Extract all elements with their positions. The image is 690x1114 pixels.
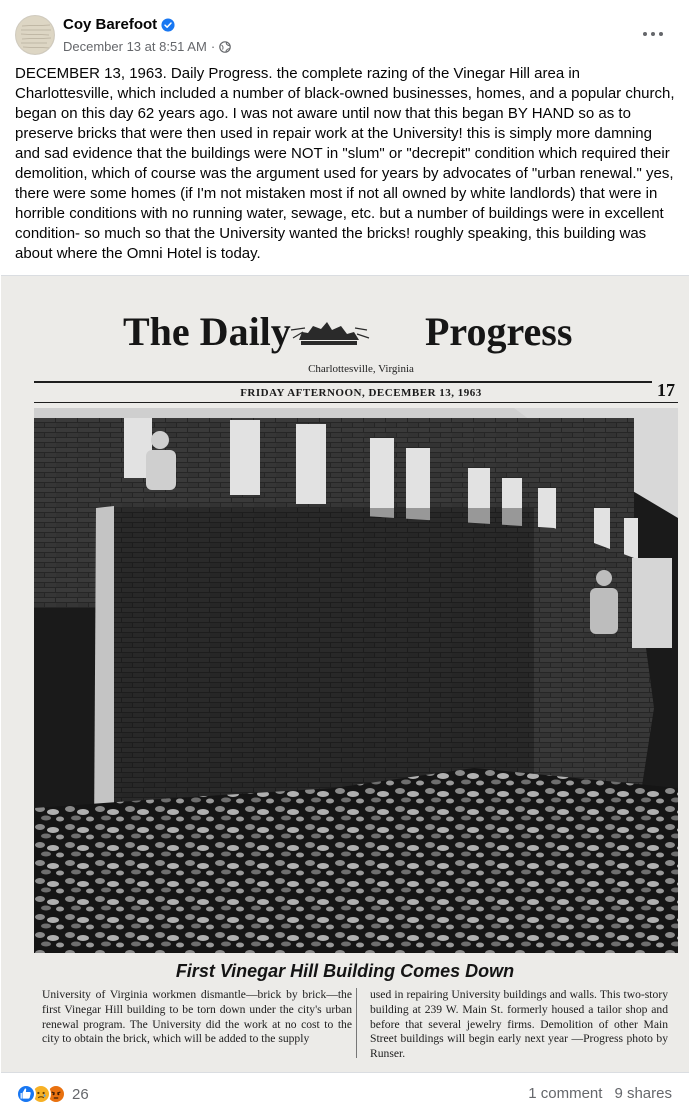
newspaper-rule-bottom [34,402,678,403]
engagement-stats [528,1085,672,1102]
masthead-emblem [291,322,369,345]
caption-divider [356,988,357,1058]
author-avatar[interactable] [15,15,55,55]
masthead-right: Progress [425,309,573,354]
meta-separator: · [210,39,216,54]
post-timestamp[interactable]: December 13 at 8:51 AM [63,39,207,54]
post-meta [63,39,231,54]
reactions-summary[interactable] [16,1084,89,1104]
shares-count[interactable]: 9 shares [614,1085,672,1102]
demolition-photo [34,408,678,953]
reaction-count: 26 [72,1085,89,1103]
newspaper-headline: First Vinegar Hill Building Comes Down [175,961,515,981]
like-icon [16,1084,36,1104]
newspaper-caption-right: used in repairing University buildings and walls. This two-story building at 239 W. Main St. formerly housed a tailor shop and before that several jewelry firms. Demolition of other Main Street buildings will begin early next year —Progress photo by Runser. [370,988,668,1061]
newspaper-rule-top [34,381,652,383]
newspaper-masthead [1,298,689,358]
verified-badge-icon [161,18,175,32]
globe-icon [219,41,231,53]
post-text: DECEMBER 13, 1963. Daily Progress. the complete razing of the Vinegar Hill area in Charlottesville, which included a number of black-owned businesses, homes, and a popular church, began on this day 62 years ago. I was not aware until now that this began BY HAND so as to preserve bricks that were then used in repair work at the University! this is simply more damning and sad evidence that the buildings were NOT in "slum" or "decrepit" condition which required their demolition, which of course was the argument used for years by advocates of "urban renewal." yes, there were some homes (if I'm not mistaken most if not all owned by white landlords) that were in horrible conditions with no running water, sewage, etc. but a number of buildings were in excellent condition- so much so that the University wanted the bricks! roughly speaking, this building was about where the Omni Hotel is today. [15,65,675,262]
newspaper-city: Charlottesville, Virginia [308,363,414,375]
newspaper-page-number: 17 [657,380,675,400]
more-options-icon[interactable] [643,26,663,42]
post-footer [0,1074,690,1114]
post-photo[interactable] [1,275,689,1073]
comments-count[interactable]: 1 comment [528,1085,603,1102]
newspaper-date: FRIDAY AFTERNOON, DECEMBER 13, 1963 [240,387,482,399]
author-name[interactable]: Coy Barefoot [63,16,158,33]
masthead-left: The Daily [123,309,291,354]
post-header [0,0,690,62]
newspaper-caption-left: University of Virginia workmen dismantle—brick by brick—the first Vinegar Hill building to be torn down under the city's urban renewal program. The University did the work at no cost to the city to obtain the brick, which will be added to the supply [42,988,352,1046]
